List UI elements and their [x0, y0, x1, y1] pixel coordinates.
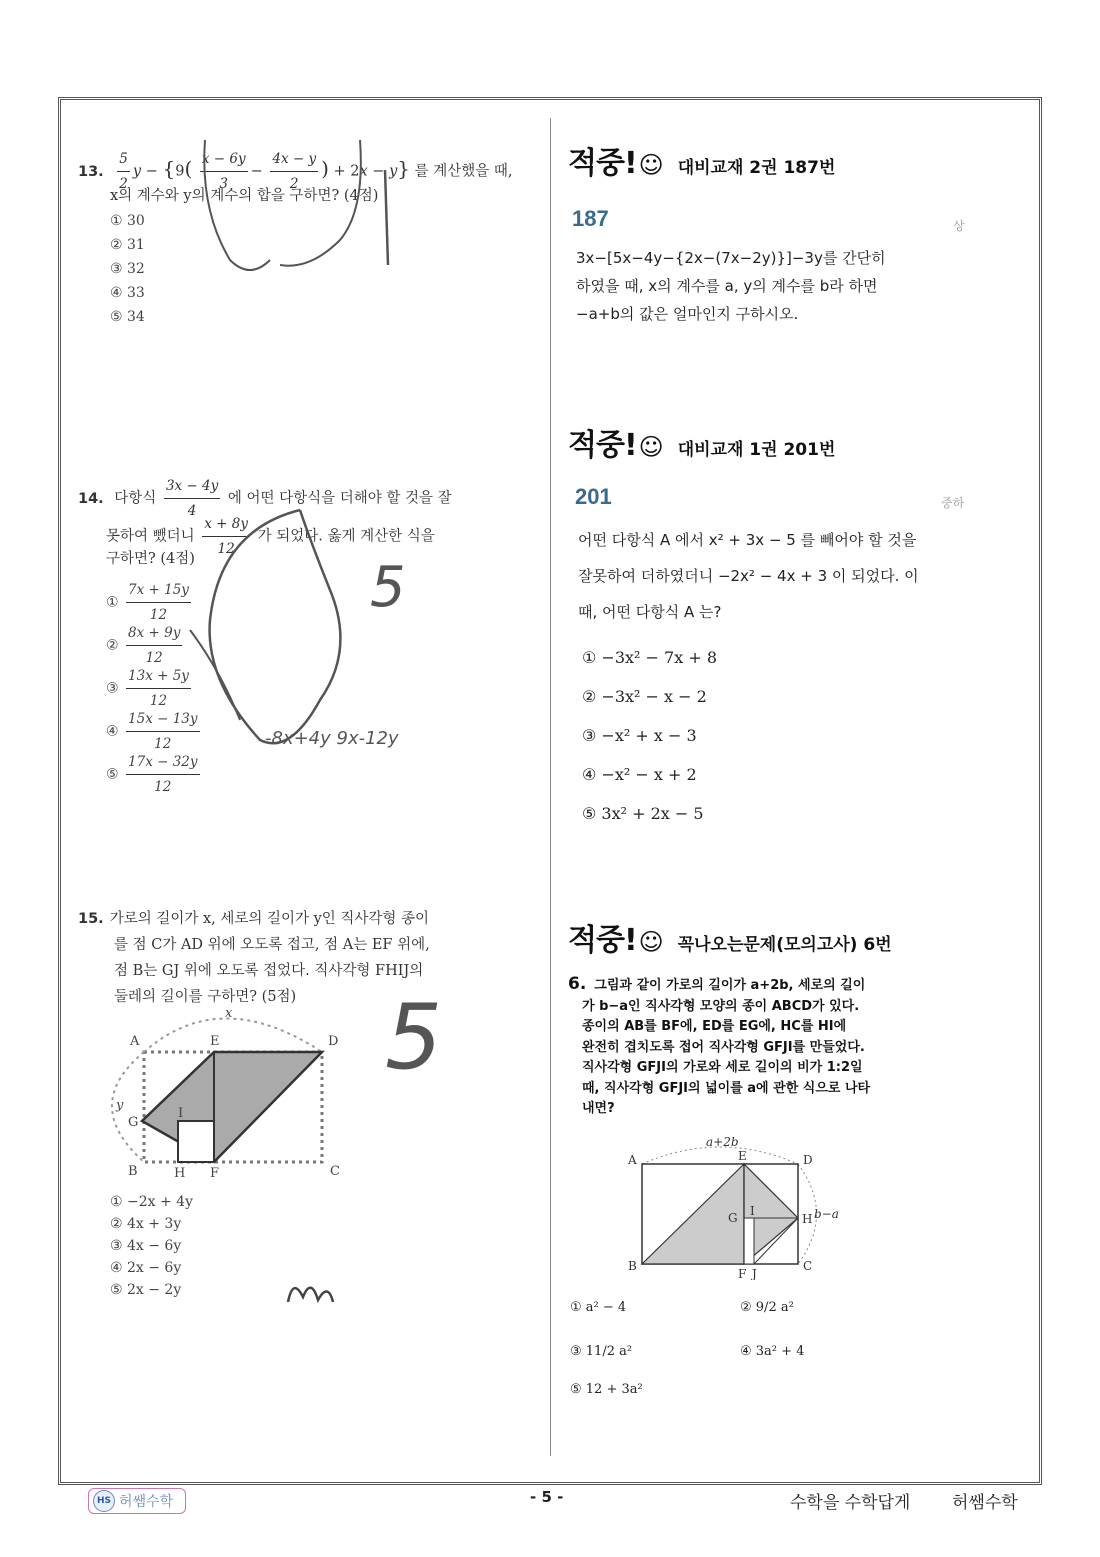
smiley-icon: ☺	[638, 433, 664, 461]
option: ① 30	[110, 213, 145, 229]
option: ⑤ 12 + 3a²	[570, 1382, 643, 1397]
svg-text:G: G	[128, 1115, 139, 1130]
option: ③ 32	[110, 261, 145, 277]
option: ③ $\frac{13x + 5y}{12}$	[106, 664, 203, 707]
question-14: 14. 다항식 $\frac{3x - 4y}{4}$ 에 어떤 다항식을 더해야 할 것을 잘	[78, 474, 548, 523]
option: ① −2x + 4y	[110, 1194, 193, 1210]
svg-text:E: E	[210, 1034, 220, 1049]
handwriting-q15-answer: 5	[385, 985, 443, 1090]
option: ② $\frac{8x + 9y}{12}$	[106, 621, 203, 664]
hit-banner-1: 적중!☺ 대비교재 2권 187번	[568, 146, 836, 181]
difficulty-label: 중하	[941, 496, 965, 510]
question-number: 14.	[78, 490, 104, 507]
fraction: $\frac{x + 8y}{12}$	[202, 512, 250, 561]
smiley-icon: ☺	[638, 151, 664, 179]
problem-number: 187	[572, 206, 609, 231]
option: ④ 3a² + 4	[740, 1344, 805, 1359]
handwriting-scribble	[283, 1272, 343, 1312]
question-text: 를 계산했을 때,	[414, 163, 513, 180]
question-number: 13.	[78, 163, 104, 180]
handwriting-q13	[190, 130, 470, 330]
svg-text:A: A	[130, 1034, 140, 1049]
svg-text:A: A	[628, 1153, 637, 1167]
column-divider	[550, 118, 551, 1456]
question-15-options	[110, 1191, 193, 1301]
problem-number: 6.	[568, 974, 587, 994]
logo-text: 허쌤수학	[119, 1494, 174, 1510]
problem-number: 201	[575, 484, 612, 509]
svg-text:H: H	[802, 1212, 813, 1226]
problem-201-text: 어떤 다항식 A 에서 x² + 3x − 5 를 빼어야 할 것을 잘못하여 더하였더니 −2x² − 4x + 3 이 되었다. 이 때, 어떤 다항식 A 는?	[578, 531, 919, 621]
option: ② −3x² − x − 2	[582, 687, 707, 706]
question-13-options	[110, 209, 145, 329]
svg-text:B: B	[128, 1164, 138, 1179]
handwriting-q14-answer: 5	[370, 555, 406, 620]
question-15: 15. 가로의 길이가 x, 세로의 길이가 y인 직사각형 종이 를 점 C가 AD 위에 오도록 접고, 점 A는 EF 위에, 점 B는 GJ 위에 오도록 접었다. 직사각형 FHIJ의 둘레의 길이를 구하면? (5점)	[78, 911, 430, 1005]
option: ① $\frac{7x + 15y}{12}$	[106, 578, 203, 621]
option: ② 31	[110, 237, 145, 253]
option: ④ −x² − x + 2	[582, 765, 697, 784]
smiley-icon: ☺	[638, 928, 664, 956]
option: ⑤ 2x − 2y	[110, 1282, 182, 1298]
option: ④ $\frac{15x - 13y}{12}$	[106, 707, 203, 750]
svg-text:H: H	[174, 1166, 186, 1181]
svg-text:a+2b: a+2b	[706, 1135, 739, 1149]
question-number: 15.	[78, 911, 104, 927]
svg-text:E: E	[738, 1149, 747, 1163]
problem-187-text: 3x−[5x−4y−{2x−(7x−2y)}]−3y를 간단히 하였을 때, x의 계수를 a, y의 계수를 b라 하면 −a+b의 값은 얼마인지 구하시오.	[576, 249, 886, 323]
handwriting-q14-work: -8x+4y 9x-12y	[265, 728, 399, 749]
option: ③ 4x − 6y	[110, 1238, 182, 1254]
question-13-line2: x의 계수와 y의 계수의 합을 구하면? (4점)	[110, 188, 379, 204]
svg-text:F: F	[210, 1166, 220, 1181]
problem-201-options	[582, 638, 717, 833]
svg-text:C: C	[330, 1164, 340, 1179]
fraction: $\frac{5}{2}$	[117, 147, 130, 196]
option: ③ −x² + x − 3	[582, 726, 697, 745]
svg-text:b−a: b−a	[814, 1207, 839, 1221]
brand-logo	[88, 1488, 186, 1514]
option: ② 9/2 a²	[740, 1300, 794, 1315]
svg-text:C: C	[803, 1259, 813, 1273]
svg-text:x: x	[225, 1006, 233, 1021]
logo-badge: HS	[93, 1490, 115, 1512]
svg-text:J: J	[752, 1267, 757, 1280]
question-14-line3: 구하면? (4점)	[106, 551, 195, 567]
svg-text:F: F	[738, 1267, 747, 1280]
difficulty-label: 상	[953, 219, 965, 233]
footer-brand: 허쌤수학	[952, 1493, 1018, 1513]
svg-text:D: D	[803, 1153, 813, 1167]
svg-text:y: y	[116, 1098, 124, 1113]
option: ① −3x² − 7x + 8	[582, 648, 717, 667]
footer-slogan: 수학을 수학답게	[790, 1493, 911, 1513]
hit-banner-2: 적중!☺ 대비교재 1권 201번	[568, 428, 836, 463]
page-number: - 5 -	[530, 1488, 564, 1506]
hit-banner-3: 적중!☺ 꼭나오는문제(모의고사) 6번	[568, 923, 892, 958]
option: ⑤ 34	[110, 309, 145, 325]
problem-6-text: 6. 그림과 같이 가로의 길이가 a+2b, 세로의 길이 가 b−a인 직사각형 모양의 종이 ABCD가 있다. 종이의 AB를 BF에, ED를 EG에, HC를 HI에 완전히 겹치도록 접어 직사각형 GFJI를 만들었다. 직사각형 GFJI의 가로와 세로 길이의 비가 1:2일 때, 직사각형 GFJI의 넓이를 a에 관한 식으로 나타 내면?	[568, 974, 871, 1116]
option: ② 4x + 3y	[110, 1216, 182, 1232]
option: ③ 11/2 a²	[570, 1344, 633, 1359]
option: ④ 2x − 6y	[110, 1260, 182, 1276]
q15-diagram	[110, 1005, 360, 1185]
svg-text:G: G	[728, 1211, 738, 1225]
svg-text:I: I	[750, 1204, 755, 1218]
svg-text:I: I	[178, 1106, 184, 1121]
option: ④ 33	[110, 285, 145, 301]
problem-6-diagram	[620, 1130, 860, 1280]
option: ① a² − 4	[570, 1300, 627, 1315]
fraction: $\frac{3x - 4y}{4}$	[164, 474, 220, 523]
question-14-line2: 못하여 뺐더니 $\frac{x + 8y}{12}$ 가 되었다. 옳게 계산한 식을	[106, 512, 546, 561]
svg-text:D: D	[328, 1034, 339, 1049]
option: ⑤ 3x² + 2x − 5	[582, 804, 704, 823]
question-13: 13. $\frac{5}{2}$ y − {9( $\frac{x - 6y}{3}$ − $\frac{4x - y}{2}$ ) + 2x − y} 를 계산했을 때,	[78, 147, 538, 196]
option: ⑤ $\frac{17x - 32y}{12}$	[106, 750, 203, 793]
svg-text:B: B	[628, 1259, 637, 1273]
